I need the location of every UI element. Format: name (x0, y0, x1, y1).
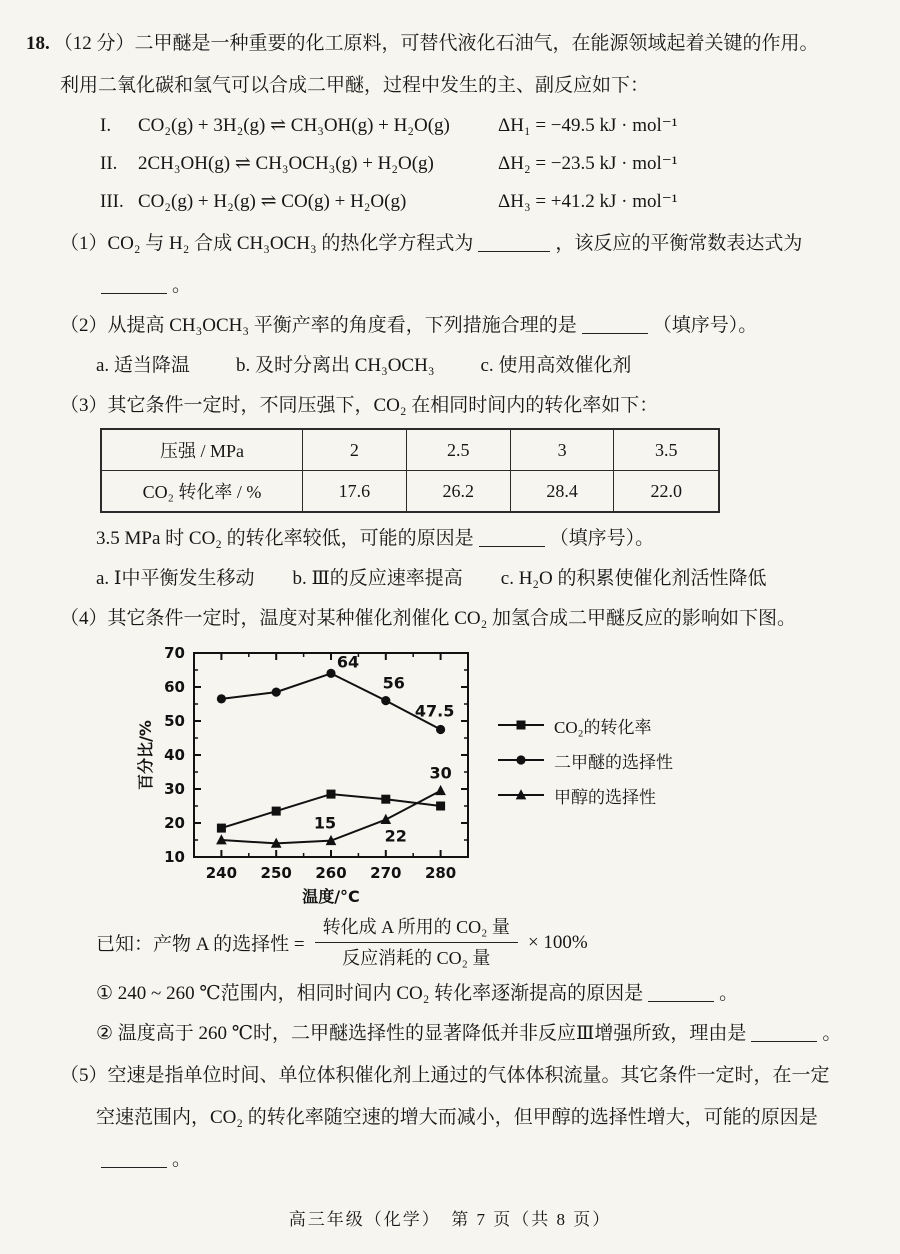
data-label: 30 (429, 763, 452, 783)
table-cell: 28.4 (510, 471, 614, 513)
chart-legend (496, 713, 673, 808)
option-b: b. Ⅲ的反应速率提高 (292, 568, 463, 589)
part-3-qposttext: （填序号）。 (549, 528, 655, 549)
option-a: a. 适当降温 (96, 355, 190, 376)
sub2-punct: 。 (822, 1023, 842, 1044)
question-intro-line2 (26, 72, 864, 100)
part-3-text: （3）其它条件一定时，不同压强下，CO₂ 在相同时间内的转化率如下： (60, 395, 659, 416)
question-18-header (26, 30, 864, 58)
reaction-1 (100, 112, 864, 140)
table-cell: 22.0 (614, 471, 719, 513)
table-header-conversion: CO₂ 转化率 / % (101, 471, 303, 513)
table-row-conversion (101, 471, 719, 513)
part-2-text: （2）从提高 CH₃OCH₃ 平衡产率的角度看，下列措施合理的是 (60, 315, 577, 336)
legend-marker-triangle-icon (496, 787, 546, 803)
table-cell: 17.6 (303, 471, 407, 513)
table-cell: 26.2 (406, 471, 510, 513)
part-5-line3 (26, 1146, 864, 1174)
svg-text:260: 260 (315, 864, 347, 882)
table-cell: 3 (510, 429, 614, 471)
formula-suffix: × 100% (527, 931, 588, 953)
reaction-2-enthalpy: ΔH₂ = −23.5 kJ · mol⁻¹ (498, 153, 678, 174)
answer-blank (751, 1022, 817, 1042)
part-1-punct: 。 (172, 275, 192, 296)
table-cell: 2 (303, 429, 407, 471)
part-5-text1: （5）空速是指单位时间、单位体积催化剂上通过的气体体积流量。其它条件一定时，在一定 (60, 1065, 830, 1086)
option-c: c. 使用高效催化剂 (480, 355, 632, 376)
page-footer: 高三年级（化学） 第 7 页（共 8 页） (288, 1210, 612, 1229)
formula-fraction (315, 915, 518, 970)
part-5-line2 (26, 1104, 864, 1132)
reaction-1-equation: CO₂(g) + 3H₂(g) ⇌ CH₃OH(g) + H₂O(g) (138, 115, 450, 136)
reaction-1-label: I. (100, 115, 112, 136)
fraction-numerator: 转化成 A 所用的 CO₂ 量 (315, 915, 518, 943)
svg-text:40: 40 (164, 746, 185, 764)
reaction-list (26, 112, 864, 216)
part-4-sub2 (26, 1020, 864, 1048)
answer-blank (101, 1148, 167, 1168)
pressure-conversion-table (100, 428, 720, 513)
part-1-line2 (26, 272, 864, 300)
table-row-pressure (101, 429, 719, 471)
svg-text:250: 250 (260, 864, 292, 882)
table-cell: 2.5 (406, 429, 510, 471)
formula-prefix: 已知：产物 A 的选择性 = (96, 934, 305, 955)
y-axis-label: 百分比/% (136, 720, 155, 790)
part-2-posttext: （填序号）。 (652, 315, 758, 336)
data-label: 64 (336, 652, 360, 672)
legend-item (496, 713, 673, 738)
data-label: 56 (382, 673, 405, 693)
temperature-effect-chart (134, 639, 864, 911)
part-1-text: （1）CO₂ 与 H₂ 合成 CH₃OCH₃ 的热化学方程式为 (60, 233, 474, 254)
sub1-text: ① 240 ~ 260 ℃范围内，相同时间内 CO₂ 转化率逐渐提高的原因是 (96, 983, 644, 1004)
x-axis-label: 温度/°C (302, 887, 360, 906)
option-b: b. 及时分离出 CH₃OCH₃ (235, 355, 435, 376)
legend-label: CO₂的转化率 (554, 717, 652, 737)
svg-text:20: 20 (164, 814, 185, 832)
data-label: 22 (384, 826, 407, 846)
answer-blank (582, 314, 648, 334)
reaction-3 (100, 188, 864, 216)
part-5-text2: 空速范围内，CO₂ 的转化率随空速的增大而减小，但甲醇的选择性增大，可能的原因是 (96, 1107, 818, 1128)
chart-plot (134, 639, 482, 911)
reaction-3-enthalpy: ΔH₃ = +41.2 kJ · mol⁻¹ (498, 191, 678, 212)
answer-blank (478, 232, 550, 252)
fraction-denominator: 反应消耗的 CO₂ 量 (342, 948, 491, 968)
legend-label: 二甲醚的选择性 (554, 752, 673, 772)
part-3-qtext: 3.5 MPa 时 CO₂ 的转化率较低，可能的原因是 (96, 528, 474, 549)
part-5-punct: 。 (172, 1149, 192, 1170)
svg-text:30: 30 (164, 780, 185, 798)
svg-text:50: 50 (164, 712, 185, 730)
legend-item (496, 783, 673, 808)
answer-blank (479, 527, 545, 547)
reaction-3-label: III. (100, 191, 124, 212)
data-label: 47.5 (414, 701, 455, 721)
answer-blank (101, 274, 167, 294)
reaction-2-label: II. (100, 153, 118, 174)
svg-text:10: 10 (164, 848, 185, 866)
answer-blank (648, 982, 714, 1002)
reaction-2-equation: 2CH₃OH(g) ⇌ CH₃OCH₃(g) + H₂O(g) (138, 153, 434, 174)
option-a: a. Ⅰ中平衡发生移动 (96, 568, 255, 589)
svg-text:240: 240 (205, 864, 238, 882)
part-3-question (26, 525, 864, 553)
reaction-2 (100, 150, 864, 178)
part-1-line1 (26, 230, 864, 258)
part-4-text: （4）其它条件一定时，温度对某种催化剂催化 CO₂ 加氢合成二甲醚反应的影响如下图。 (60, 608, 797, 629)
svg-text:280: 280 (424, 864, 457, 882)
series-line (221, 673, 440, 729)
data-label: 15 (313, 813, 337, 833)
part-2-options (26, 352, 864, 380)
part-4-sub1 (26, 980, 864, 1008)
part-3-options (26, 565, 864, 593)
sub2-text: ② 温度高于 260 ℃时，二甲醚选择性的显著降低并非反应Ⅲ增强所致，理由是 (96, 1023, 747, 1044)
svg-text:60: 60 (164, 678, 185, 696)
part-3-line (26, 392, 864, 420)
part-5-line1 (26, 1062, 864, 1090)
selectivity-formula (26, 915, 864, 970)
table-cell: 3.5 (614, 429, 719, 471)
part-1-text2: ，该反应的平衡常数表达式为 (555, 233, 803, 254)
legend-label: 甲醇的选择性 (554, 787, 656, 807)
svg-text:270: 270 (370, 864, 402, 882)
question-number: 18. (26, 33, 50, 54)
table-header-pressure: 压强 / MPa (101, 429, 303, 471)
question-intro-text: （12 分）二甲醚是一种重要的化工原料，可替代液化石油气，在能源领域起着关键的作用。 (53, 33, 819, 54)
part-4-line (26, 605, 864, 633)
option-c: c. H₂O 的积累使催化剂活性降低 (500, 568, 767, 589)
legend-item (496, 748, 673, 773)
svg-text:70: 70 (164, 644, 185, 662)
reaction-1-enthalpy: ΔH₁ = −49.5 kJ · mol⁻¹ (498, 115, 678, 136)
legend-marker-square-icon (496, 717, 546, 733)
part-2-line (26, 312, 864, 340)
intro-text: 利用二氧化碳和氢气可以合成二甲醚，过程中发生的主、副反应如下： (60, 75, 650, 96)
reaction-3-equation: CO₂(g) + H₂(g) ⇌ CO(g) + H₂O(g) (138, 191, 407, 212)
sub1-punct: 。 (719, 983, 739, 1004)
legend-marker-circle-icon (496, 752, 546, 768)
